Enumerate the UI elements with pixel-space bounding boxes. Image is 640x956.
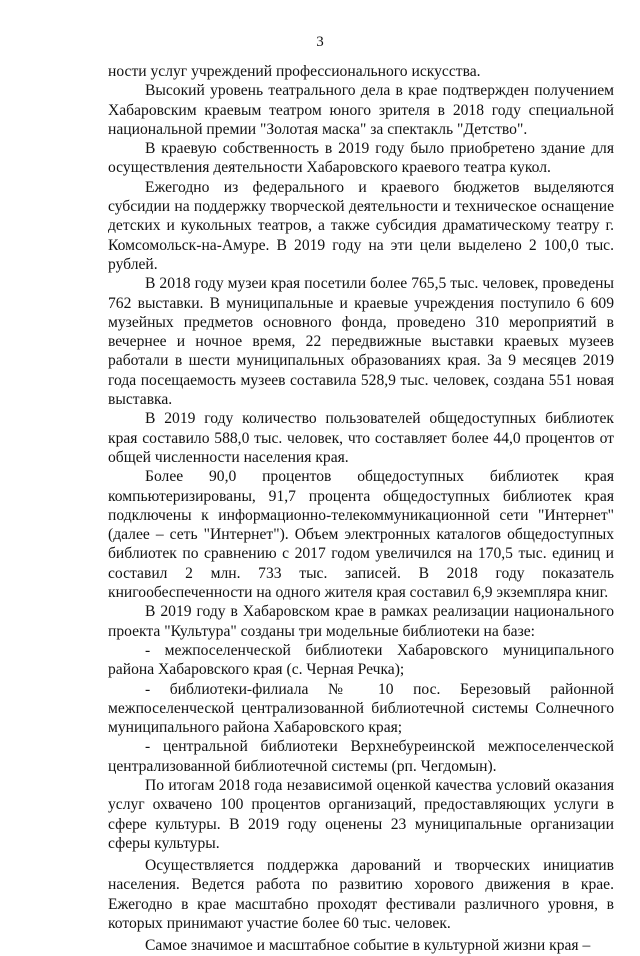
list-item-library-2: - библиотеки-филиала № 10 пос. Березовый районной межпоселенческой централизованной библиотечной системы Солнечного муниципального района Хабаровского края; — [108, 680, 614, 737]
page-number: 3 — [316, 34, 324, 50]
paragraph-theatre-award: Высокий уровень театрального дела в крае подтвержден получением Хабаровским краевым театром юного зрителя в 2018 году специальной национальной премии "Золотая маска" за спектакль "Детство". — [108, 82, 614, 138]
list-item-library-1: - межпоселенческой библиотеки Хабаровского муниципального района Хабаровского края (с. Черная Речка); — [108, 641, 614, 679]
paragraph-model-libraries: В 2019 году в Хабаровском крае в рамках реализации национального проекта "Культура" созданы три модельные библиотеки на базе: — [108, 603, 614, 640]
paragraph-library-computerization: Более 90,0 процентов общедоступных библиотек края компьютеризированы, 91,7 процента общедоступных библиотек края подключены к информационно-телекоммуникационной сети "Интернет" (далее – сеть "Интернет"). Объем электронных каталогов общедоступных библиотек по сравнению с 2017 годом увеличился на 170,5 тыс. единиц и составил 2 млн. 733 тыс. записей. В 2018 году показатель книгообеспеченности на одного жителя края составил 6,9 экземпляра книг. — [108, 468, 614, 602]
paragraph-puppet-theatre: В краевую собственность в 2019 году было приобретено здание для осуществления деятельности Хабаровского краевого театра кукол. — [108, 140, 614, 177]
paragraph-main-event: Самое значимое и масштабное событие в культурной жизни края – — [145, 937, 591, 955]
paragraph-talent-support: Осуществляется поддержка дарований и творческих инициатив населения. Ведется работа по развитию хорового движения в крае. Ежегодно в крае масштабно проходят фестивали различного уровня, в которых принимают участие более 60 тыс. человек. — [108, 857, 614, 933]
paragraph-continuation: ности услуг учреждений профессионального искусства. — [108, 63, 481, 80]
paragraph-subsidies: Ежегодно из федерального и краевого бюджетов выделяются субсидии на поддержку творческой деятельности и техническое оснащение детских и кукольных театров, а также субсидия драматическому театру г. Комсомольск-на-Амуре. В 2019 году на эти цели выделено 2 100,0 тыс. рублей. — [108, 178, 614, 273]
paragraph-library-users: В 2019 году количество пользователей общедоступных библиотек края составило 588,0 тыс. человек, что составляет более 44,0 процентов от общей численности населения края. — [108, 410, 614, 466]
document-body — [108, 62, 614, 956]
paragraph-museums: В 2018 году музеи края посетили более 765,5 тыс. человек, проведены 762 выставки. В муниципальные и краевые учреждения поступило 6 609 музейных предметов основного фонда, проведено 310 мероприятий в вечернее и ночное время, 22 передвижные выставки краевых музеев работали в шести муниципальных образованиях края. За 9 месяцев 2019 года посещаемость музеев составила 528,9 тыс. человек, создана 551 новая выставка. — [108, 275, 614, 409]
paragraph-quality-assessment: По итогам 2018 года независимой оценкой качества условий оказания услуг охвачено 100 процентов организаций, предоставляющих услуги в сфере культуры. В 2019 году оценены 23 муниципальные организации сферы культуры. — [108, 776, 614, 852]
list-item-library-3: - центральной библиотеки Верхнебуреинской межпоселенческой централизованной библиотечной системы (рп. Чегдомын). — [108, 738, 614, 775]
